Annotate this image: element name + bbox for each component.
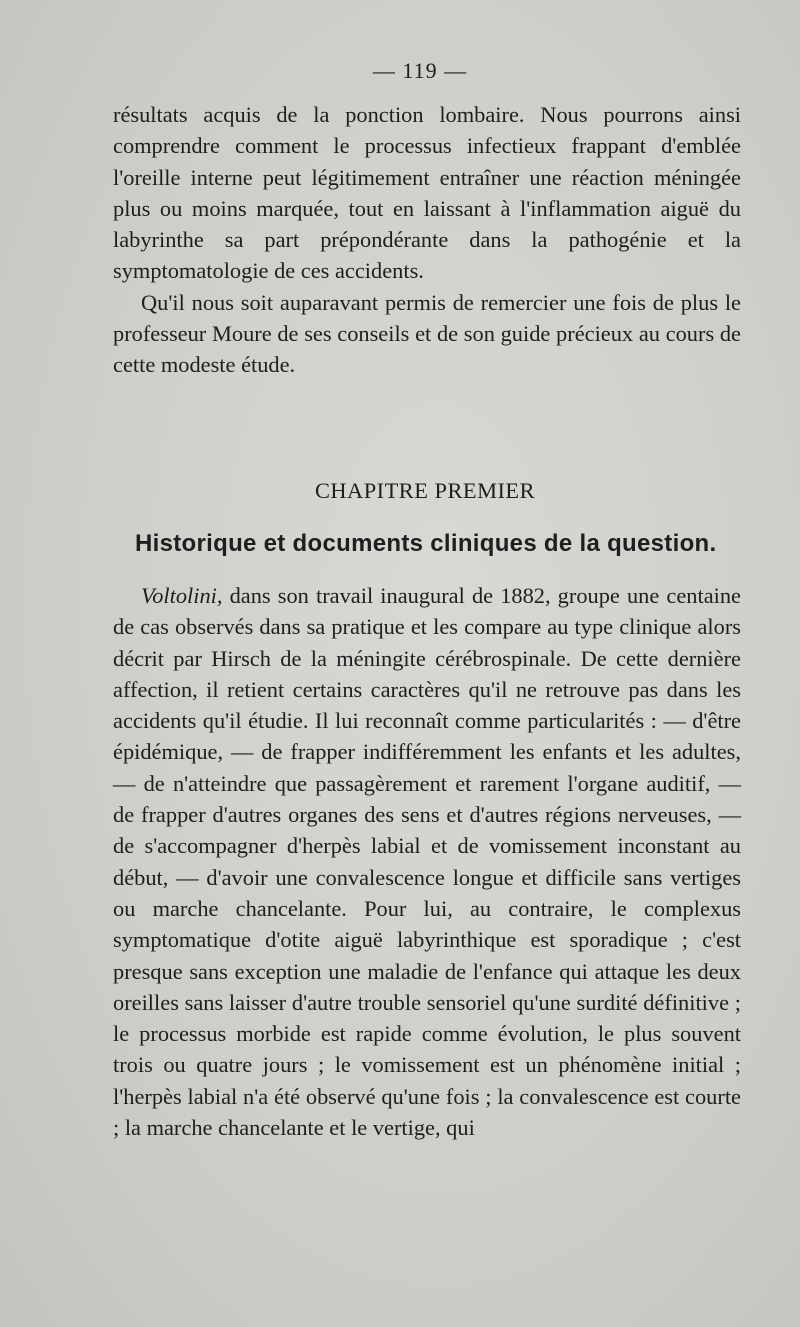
body-text bbox=[113, 580, 741, 1143]
paragraph: Qu'il nous soit auparavant permis de remercier une fois de plus le professeur Moure de ses conseils et de son guide précieux au cours de cette modeste étude. bbox=[113, 289, 741, 378]
intro-text bbox=[113, 99, 741, 381]
paragraph bbox=[113, 580, 741, 1143]
page-number: — 119 — bbox=[372, 58, 468, 83]
section-title: Historique et documents cliniques de la question. bbox=[135, 530, 717, 557]
author-name: Voltolini, bbox=[141, 583, 223, 608]
chapter-title: CHAPITRE PREMIER bbox=[314, 478, 536, 503]
paragraph: résultats acquis de la ponction lombaire. Nous pourrons ainsi comprendre comment le processus infectieux frappant d'emblée l'oreille interne peut légitimement entraîner une réaction méningée plus ou moins marquée, tout en laissant à l'inflammation aiguë du labyrinthe sa part prépondérante dans la pathogénie et la symptomatologie de ces accidents. bbox=[113, 102, 741, 284]
paragraph-text: dans son travail inaugural de 1882, groupe une centaine de cas observés dans sa pratique et les compare au type clinique alors décrit par Hirsch de la méningite cérébrospinale. De cette dernière affection, il retient certains caractères qu'il ne retrouve pas dans les accidents qu'il étudie. Il lui reconnaît comme particularités : — d'être épidémique, — de frapper indifféremment les enfants et les adultes, — de n'atteindre que passagèrement et rarement l'organe auditif, — de frapper d'autres organes des sens et d'autres régions nerveuses, — de s'accompagner d'herpès labial et de vomissement inconstant au début, — d'avoir une convalescence longue et difficile sans vertiges ou marche chancelante. Pour lui, au contraire, le complexus symptomatique d'otite aiguë labyrinthique est sporadique ; c'est presque sans exception une maladie de l'enfance qui attaque les deux oreilles sans laisser d'autre trouble sensoriel qu'une surdité définitive ; le processus morbide est rapide comme évolution, le plus souvent trois ou quatre jours ; le vomissement est un phénomène initial ; l'herpès labial n'a été observé qu'une fois ; la convalescence est courte ; la marche chancelante et le vertige, qui bbox=[113, 583, 741, 1141]
